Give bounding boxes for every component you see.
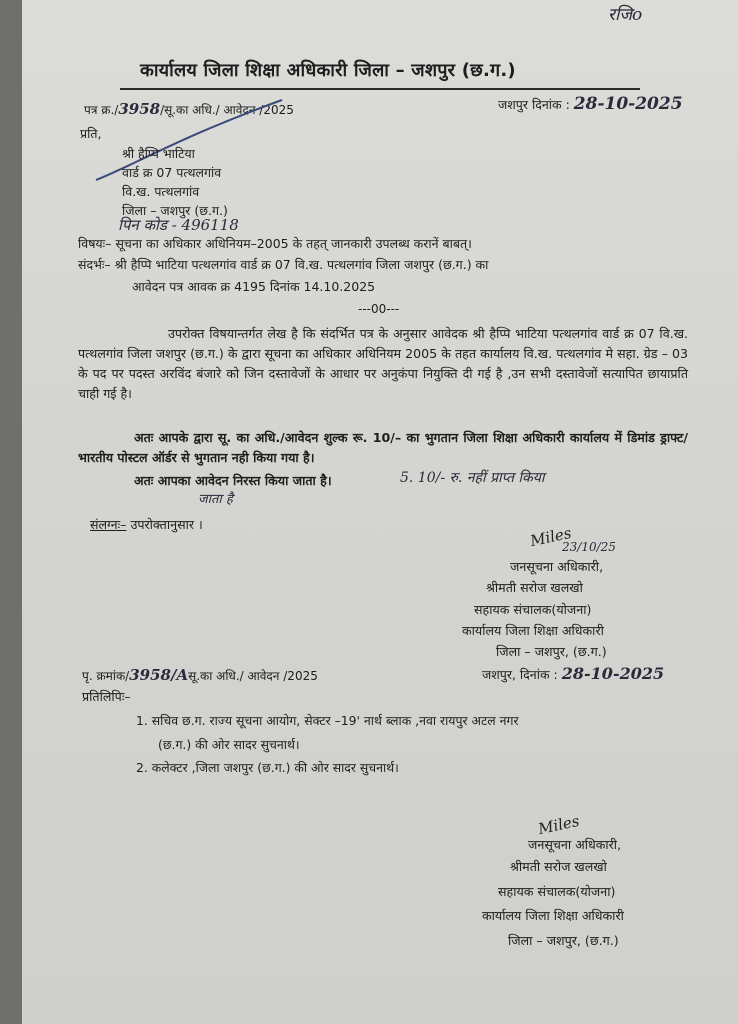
handwritten-pin: पिन कोड - 496118 bbox=[118, 216, 239, 234]
signature-1-line-1: जनसूचना अधिकारी, bbox=[510, 559, 604, 574]
signature-2-scribble: Miles bbox=[536, 811, 581, 839]
signature-2-line-4: कार्यालय जिला शिक्षा अधिकारी bbox=[482, 908, 624, 923]
prati-label: प्रति, bbox=[80, 126, 102, 141]
subject-label: विषयः– bbox=[78, 236, 112, 251]
body-paragraph-3: अतः आपका आवेदन निरस्त किया जाता है। bbox=[134, 473, 332, 488]
separator: ---00--- bbox=[358, 302, 400, 316]
signature-1-date: 23/10/25 bbox=[562, 540, 616, 554]
endorsement-suffix: सू.का अधि./ आवेदन /2025 bbox=[188, 669, 318, 683]
enclosure-line bbox=[90, 516, 203, 533]
letter-number-prefix: पत्र क्र./ bbox=[84, 103, 119, 117]
subject-text: सूचना का अधिकार अधिनियम–2005 के तहत् जानकारी उपलब्ध करानें बाबत्। bbox=[115, 236, 472, 251]
recipient-line-4: जिला – जशपुर (छ.ग.) bbox=[122, 203, 228, 218]
heading-underline bbox=[120, 88, 640, 90]
signature-1-scribble: Miles bbox=[528, 523, 573, 551]
letter-number-handwritten: 3958 bbox=[118, 100, 161, 118]
letter-page bbox=[22, 0, 738, 1024]
endorsement-number bbox=[82, 666, 318, 684]
body-paragraph-1: उपरोक्त विषयान्तर्गत लेख है कि संदर्भित पत्र के अनुसार आवेदक श्री हैप्पि भाटिया पत्थलगांव वार्ड क्र 07 वि.ख. पत्थलगांव जिला जशपुर (छ.ग.) के द्वारा सूचना का अधिकार अधिनियम 2005 के तहत कार्यालय वि.ख. पत्थलगांव मे सहा. ग्रेड – 03 के पद पर पदस्त अरविंद बंजारे को जिन दस्तावेजों के आधार पर अनुकंपा नियुक्ति दी गई है ,उन सभी दस्तावेजों सत्यापित छायाप्रति चाही गई है। bbox=[78, 326, 688, 401]
letter-date-label: जशपुर दिनांक : bbox=[498, 97, 570, 112]
copy-to-item-2: 2. कलेक्टर ,जिला जशपुर (छ.ग.) की ओर सादर सुचनार्थ। bbox=[136, 760, 399, 775]
signature-1-line-2: श्रीमती सरोज खलखो bbox=[486, 580, 583, 595]
handwritten-note-2: जाता है bbox=[198, 492, 233, 507]
signature-1-line-5: जिला – जशपुर, (छ.ग.) bbox=[496, 644, 607, 659]
signature-2-line-2: श्रीमती सरोज खलखो bbox=[510, 859, 607, 874]
copy-to-item-1-line-2: (छ.ग.) की ओर सादर सुचनार्थ। bbox=[158, 737, 300, 752]
signature-2-line-1: जनसूचना अधिकारी, bbox=[528, 837, 622, 852]
signature-1-line-3: सहायक संचालक(योजना) bbox=[474, 602, 592, 617]
signature-1-line-4: कार्यालय जिला शिक्षा अधिकारी bbox=[462, 623, 604, 638]
reference-line-1 bbox=[78, 256, 488, 273]
letter-date-handwritten: 28-10-2025 bbox=[573, 94, 683, 114]
enclosure-label: संलग्नः– bbox=[90, 517, 127, 532]
signature-2-line-5: जिला – जशपुर, (छ.ग.) bbox=[508, 933, 619, 948]
reference-label: संदर्भः– bbox=[78, 257, 111, 272]
reference-text-1: श्री हैप्पि भाटिया पत्थलगांव वार्ड क्र 07 वि.ख. पत्थलगांव जिला जशपुर (छ.ग.) का bbox=[114, 257, 489, 272]
subject-line bbox=[78, 235, 472, 252]
endorsement-date-label: जशपुर, दिनांक : bbox=[482, 667, 558, 682]
letter-number-suffix: /सू.का अधि./ आवेदन /2025 bbox=[160, 103, 294, 117]
recipient-line-3: वि.ख. पत्थलगांव bbox=[122, 184, 200, 199]
enclosure-text: उपरोक्तानुसार । bbox=[130, 517, 203, 532]
reference-line-2: आवेदन पत्र आवक क्र 4195 दिनांक 14.10.2025 bbox=[132, 279, 376, 294]
office-heading: कार्यालय जिला शिक्षा अधिकारी जिला – जशपुर (छ.ग.) bbox=[140, 60, 516, 81]
endorsement-handwritten: 3958/A bbox=[129, 666, 189, 684]
top-right-mark: रजिo bbox=[608, 5, 643, 25]
copy-to-item-1-line-1: 1. सचिव छ.ग. राज्य सूचना आयोग, सेक्टर –19' नार्थ ब्लाक ,नवा रायपुर अटल नगर bbox=[136, 713, 519, 728]
letter-date bbox=[498, 94, 683, 114]
signature-2-line-3: सहायक संचालक(योजना) bbox=[498, 884, 616, 899]
endorsement-date-handwritten: 28-10-2025 bbox=[561, 664, 665, 683]
copy-to-label: प्रतिलिपिः– bbox=[82, 689, 131, 704]
handwritten-note-1: 5. 10/- रु. नहीं प्राप्त किया bbox=[400, 470, 545, 486]
body-paragraph-2: अतः आपके द्वारा सू. का अधि./आवेदन शुल्क रू. 10/– का भुगतान जिला शिक्षा अधिकारी कार्यालय में डिमांड ड्राफ्ट/भारतीय पोस्टल ऑर्डर से भुगतान नही किया गया है। bbox=[78, 430, 688, 465]
endorsement-prefix: पृ. क्रमांक/ bbox=[82, 669, 130, 683]
endorsement-date bbox=[482, 664, 664, 683]
recipient-line-2: वार्ड क्र 07 पत्थलगांव bbox=[122, 165, 222, 180]
recipient-line-1: श्री हैप्पि भाटिया bbox=[122, 146, 195, 161]
